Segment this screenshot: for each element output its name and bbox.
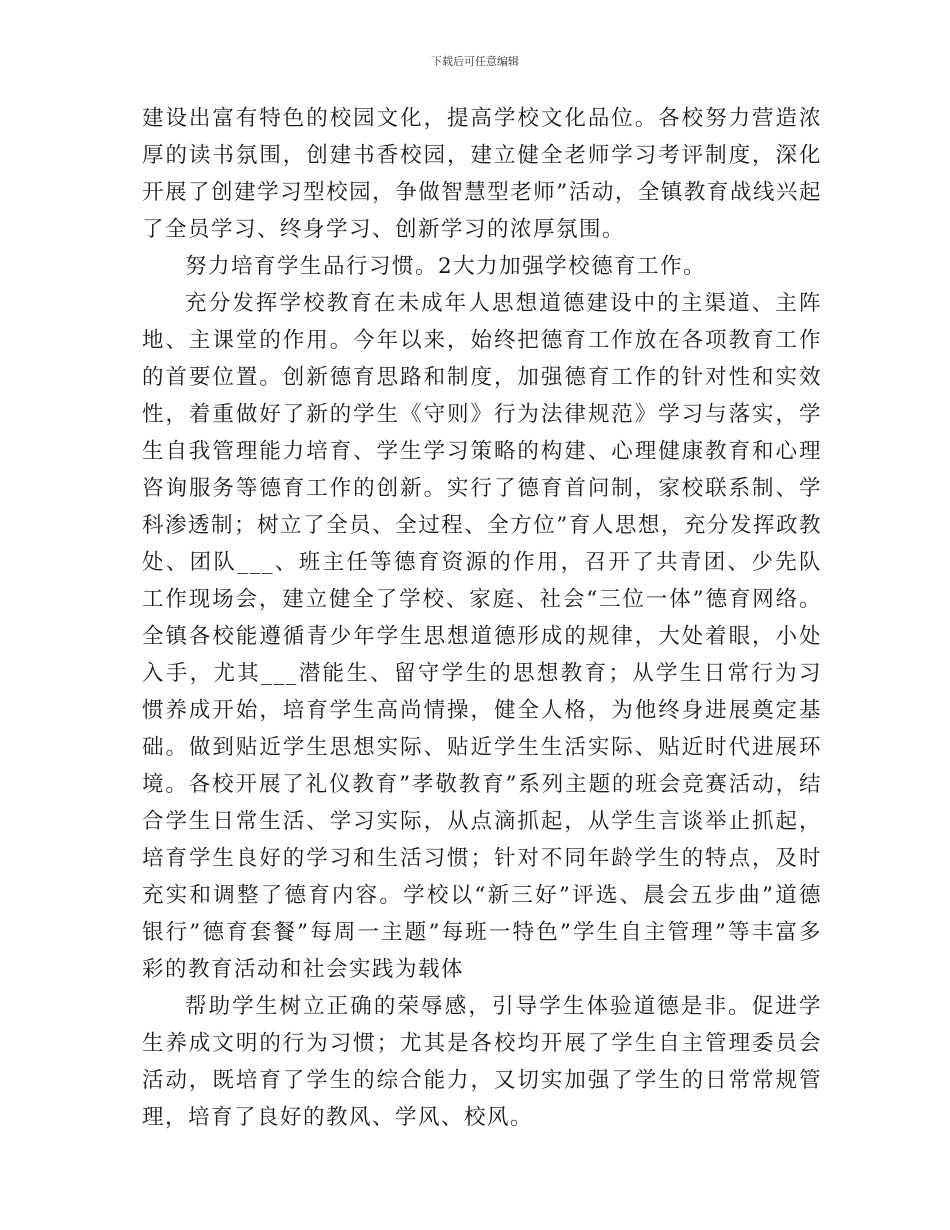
paragraph-campus-culture: 建设出富有特色的校园文化，提高学校文化品位。各校努力营造浓厚的读书氛围，创建书香校园，建立健全老师学习考评制度，深化开展了创建学习型校园，争做智慧型老师”活动，全镇教育战线兴起了全员学习、终身学习、创新学习的浓厚氛围。 <box>142 106 822 242</box>
paragraph-moral-education: 充分发挥学校教育在未成年人思想道德建设中的主渠道、主阵地、主课堂的作用。今年以来，始终把德育工作放在各项教育工作的首要位置。创新德育思路和制度，加强德育工作的针对性和实效性，着重做好了新的学生《守则》行为法律规范》学习与落实，学生自我管理能力培育、学生学习策略的构建、心理健康教育和心理咨询服务等德育工作的创新。实行了德育首问制，家校联系制、学科渗透制；树立了全员、全过程、全方位”育人思想，充分发挥政教处、团队___、班主任等德育资源的作用，召开了共青团、少先队工作现场会，建立健全了学校、家庭、社会“三位一体”德育网络。全镇各校能遵循青少年学生思想道德形成的规律，大处着眼，小处入手，尤其___潜能生、留守学生的思想教育；从学生日常行为习惯养成开始，培育学生高尚情操，健全人格，为他终身进展奠定基础。做到贴近学生思想实际、贴近学生生活实际、贴近时代进展环境。各校开展了礼仪教育”孝敬教育”系列主题的班会竞赛活动，结合学生日常生活、学习实际，从点滴抓起，从学生言谈举止抓起，培育学生良好的学习和生活习惯；针对不同年龄学生的特点，及时充实和调整了德育内容。学校以“新三好”评选、晨会五步曲”道德银行”德育套餐”每周一主题”每班一特色”学生自主管理”等丰富多彩的教育活动和社会实践为载体 <box>142 291 822 982</box>
page-header: 下载后可任意编辑 <box>431 55 519 68</box>
paragraph-moral-habits: 努力培育学生品行习惯。2大力加强学校德育工作。 <box>185 254 707 279</box>
document-body <box>142 100 822 1136</box>
paragraph-honor-disgrace: 帮助学生树立正确的荣辱感，引导学生体验道德是非。促进学生养成文明的行为习惯；尤其是各校均开展了学生自主管理委员会活动，既培育了学生的综合能力，又切实加强了学生的日常常规管理，培育了良好的教风、学风、校风。 <box>142 994 822 1130</box>
